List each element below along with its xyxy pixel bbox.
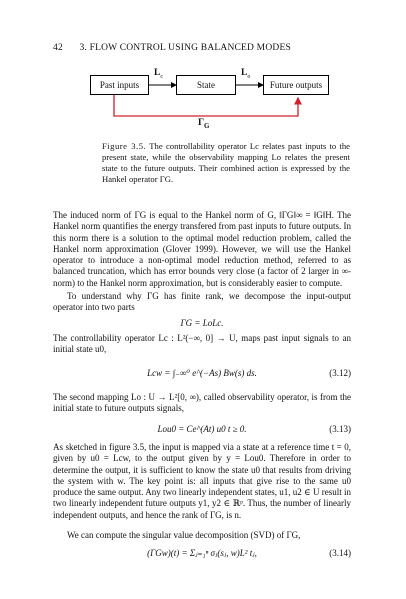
- equation-number: (3.14): [329, 548, 351, 558]
- node-past-inputs: [90, 75, 149, 95]
- caption-text: The controllability operator Lc relates past inputs to the present state, while the observability mapping Lo relates the present state to the future outputs. Their combined action is expressed by the Hankel operator ΓG.: [102, 141, 350, 184]
- node-label: Future outputs: [269, 80, 323, 90]
- caption-label: Figure 3.5.: [102, 141, 147, 151]
- equation-3-13: Lou0 = Ce^(At) u0 t ≥ 0. (3.13): [157, 424, 351, 434]
- running-header: [53, 43, 291, 53]
- figure-caption: [102, 141, 350, 185]
- equation-number: (3.12): [329, 368, 351, 378]
- node-label: Past inputs: [99, 80, 140, 90]
- node-future-outputs: [263, 75, 329, 95]
- paragraph-1: The induced norm of ΓG is equal to the Hankel norm of G, ‖ΓG‖∞ = ‖G‖H. The Hankel norm quantifies the energy transfered from past inputs to future outputs. In this norm there is a solution to the optimal model reduction problem, called the Hankel norm approximation (Glover 1999). However, we will use the Hankel operator to introduce a non-optimal model reduction method, referred to as balanced truncation, which has error bounds very close (a factor of 2 larger in ∞-norm) to the Hankel norm approximation, but is considerably easier to compute.: [53, 210, 351, 288]
- feedback-arrow: [114, 95, 298, 116]
- equation-number: (3.13): [329, 424, 351, 434]
- section-title: 3. FLOW CONTROL USING BALANCED MODES: [79, 43, 291, 53]
- paragraph-3: The controllability operator Lc : L²(−∞, 0] → U, maps past input signals to an initial state u0,: [53, 333, 351, 355]
- equation-3-14: (ΓGw)(t) = Σⱼ₌₁ⁿ σⱼ(sⱼ, w)L² tⱼ, (3.14): [147, 548, 351, 558]
- node-state: [176, 75, 236, 95]
- label-lo: $L_o$: [241, 68, 251, 80]
- page-number: 42: [53, 43, 63, 53]
- paragraph-2: To understand why ΓG has finite rank, we decompose the input-output operator into two parts: [53, 291, 351, 313]
- diagram: [90, 66, 330, 136]
- paragraph-6: We can compute the singular value decomposition (SVD) of ΓG,: [67, 530, 301, 540]
- paragraph-5: As sketched in figure 3.5, the input is mapped via a state at a reference time t = 0, given by u0 = Lcw, to the output given by y = Lou0. Therefore in order to determine the output, it is sufficient to know the state u0 that results from driving the system with w. The key point is: all inputs that give rise to the same u0 produce the same output. Any two linearly independent states, u1, u2 ∈ U result in two linearly independent future outputs y1, y2 ∈ ℝᵖ. Thus, the number of linearly independent outputs, and hence the rank of ΓG, is n.: [53, 442, 351, 520]
- equation-3-12: Lcw = ∫₋∞⁰ e^(−As) Bw(s) ds. (3.12): [147, 368, 351, 378]
- paragraph-4: The second mapping Lo : U → L²[0, ∞), called observability operator, is from the initial state to future outputs signals,: [53, 392, 351, 414]
- node-label: State: [197, 80, 215, 90]
- label-lc: $L_c$: [154, 68, 164, 80]
- label-gamma-g: $\Gamma_G$: [198, 118, 210, 130]
- equation-decomposition: ΓG = LoLc.: [180, 318, 224, 328]
